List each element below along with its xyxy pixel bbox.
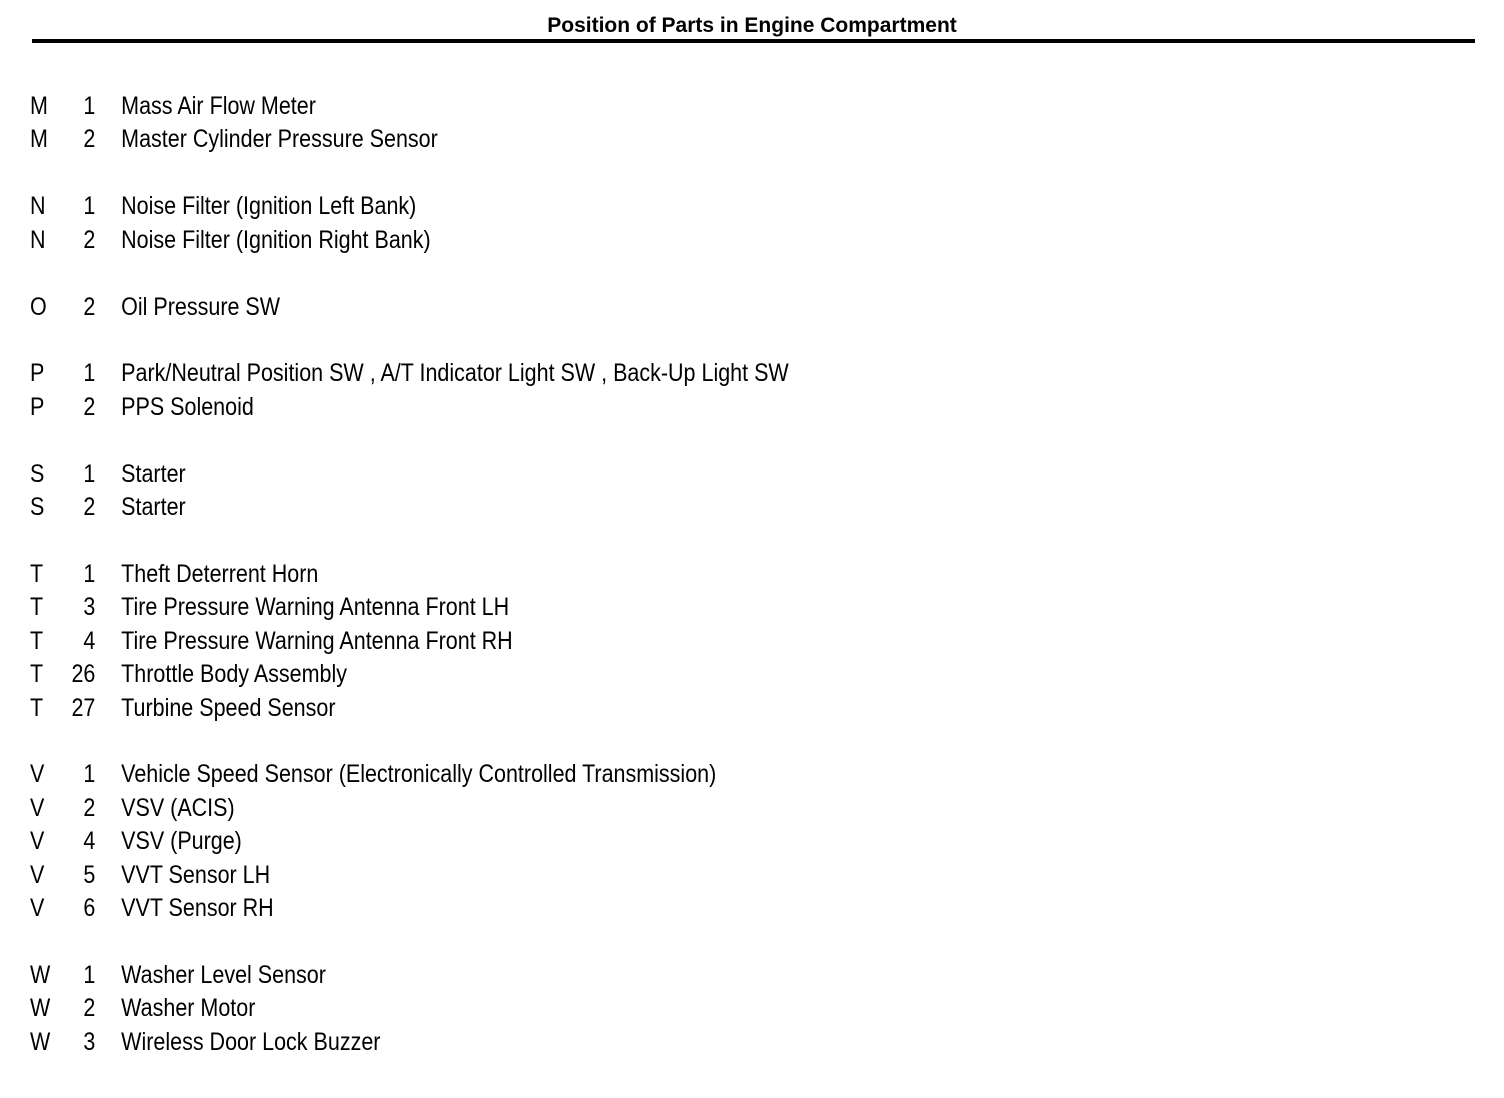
part-letter: V bbox=[30, 894, 45, 923]
part-number: 1 bbox=[83, 760, 96, 789]
part-name: Wireless Door Lock Buzzer bbox=[121, 1027, 381, 1056]
part-group bbox=[30, 458, 1230, 525]
part-row bbox=[30, 391, 1062, 424]
parts-list bbox=[30, 90, 1230, 1093]
part-name: Noise Filter (Ignition Left Bank) bbox=[121, 192, 417, 221]
part-letter: T bbox=[30, 626, 44, 655]
part-name: Master Cylinder Pressure Sensor bbox=[121, 125, 438, 154]
part-row bbox=[30, 458, 1062, 491]
part-number: 1 bbox=[83, 359, 96, 388]
part-name: Theft Deterrent Horn bbox=[121, 560, 319, 589]
part-letter: W bbox=[30, 960, 51, 989]
part-number: 2 bbox=[83, 292, 96, 321]
part-number: 1 bbox=[83, 92, 96, 120]
part-number: 4 bbox=[83, 626, 96, 655]
title-rule bbox=[32, 39, 1475, 43]
part-letter: T bbox=[30, 560, 44, 589]
part-row bbox=[30, 123, 1062, 156]
part-letter: N bbox=[30, 225, 46, 254]
part-letter: W bbox=[30, 1027, 51, 1056]
part-name: VSV (ACIS) bbox=[121, 793, 235, 822]
part-number: 5 bbox=[83, 860, 96, 889]
part-name: Tire Pressure Warning Antenna Front LH bbox=[121, 593, 510, 622]
part-row bbox=[30, 190, 1062, 223]
part-letter: M bbox=[30, 125, 48, 154]
part-name: Tire Pressure Warning Antenna Front RH bbox=[121, 626, 513, 655]
part-row bbox=[30, 959, 1062, 992]
part-name: Mass Air Flow Meter bbox=[121, 92, 316, 120]
part-number: 6 bbox=[83, 894, 96, 923]
part-row bbox=[30, 224, 1062, 257]
part-number: 27 bbox=[71, 693, 96, 722]
part-letter: S bbox=[30, 459, 45, 488]
part-number: 1 bbox=[83, 560, 96, 589]
part-name: VVT Sensor RH bbox=[121, 894, 274, 923]
part-letter: T bbox=[30, 593, 44, 622]
part-name: Noise Filter (Ignition Right Bank) bbox=[121, 225, 431, 254]
part-letter: T bbox=[30, 693, 44, 722]
part-group bbox=[30, 758, 1230, 925]
part-letter: O bbox=[30, 292, 47, 321]
part-row bbox=[30, 357, 1062, 390]
part-row bbox=[30, 291, 1062, 324]
part-group bbox=[30, 558, 1230, 725]
part-row bbox=[30, 625, 1062, 658]
part-letter: T bbox=[30, 660, 44, 689]
part-letter: N bbox=[30, 192, 46, 221]
part-number: 4 bbox=[83, 827, 96, 856]
part-number: 2 bbox=[83, 225, 96, 254]
part-number: 1 bbox=[83, 960, 96, 989]
part-name: Washer Level Sensor bbox=[121, 960, 326, 989]
part-row bbox=[30, 758, 1062, 791]
part-name: Washer Motor bbox=[121, 994, 256, 1023]
part-letter: P bbox=[30, 359, 45, 388]
part-row bbox=[30, 558, 1062, 591]
part-letter: P bbox=[30, 392, 45, 421]
part-name: Oil Pressure SW bbox=[121, 292, 281, 321]
part-row bbox=[30, 491, 1062, 524]
part-letter: V bbox=[30, 760, 45, 789]
part-row bbox=[30, 825, 1062, 858]
part-letter: V bbox=[30, 827, 45, 856]
part-number: 2 bbox=[83, 125, 96, 154]
part-row bbox=[30, 892, 1062, 925]
part-name: PPS Solenoid bbox=[121, 392, 254, 421]
part-number: 2 bbox=[83, 994, 96, 1023]
part-letter: V bbox=[30, 860, 45, 889]
page-title: Position of Parts in Engine Compartment bbox=[547, 14, 957, 37]
part-number: 1 bbox=[83, 459, 96, 488]
part-name: Throttle Body Assembly bbox=[121, 660, 348, 689]
part-row bbox=[30, 90, 1062, 123]
part-name: Starter bbox=[121, 459, 186, 488]
part-letter: S bbox=[30, 493, 45, 522]
part-name: Turbine Speed Sensor bbox=[121, 693, 336, 722]
part-row bbox=[30, 859, 1062, 892]
part-group bbox=[30, 90, 1230, 157]
part-number: 3 bbox=[83, 1027, 96, 1056]
part-name: VSV (Purge) bbox=[121, 827, 242, 856]
part-number: 2 bbox=[83, 493, 96, 522]
part-letter: V bbox=[30, 793, 45, 822]
part-name: VVT Sensor LH bbox=[121, 860, 271, 889]
part-number: 3 bbox=[83, 593, 96, 622]
part-number: 26 bbox=[71, 660, 96, 689]
part-name: Park/Neutral Position SW , A/T Indicator Light SW , Back-Up Light SW bbox=[121, 359, 789, 388]
part-number: 2 bbox=[83, 392, 96, 421]
part-letter: W bbox=[30, 994, 51, 1023]
part-group bbox=[30, 357, 1230, 424]
part-name: Vehicle Speed Sensor (Electronically Controlled Transmission) bbox=[121, 760, 717, 789]
part-row bbox=[30, 658, 1062, 691]
part-group bbox=[30, 190, 1230, 257]
part-group bbox=[30, 291, 1230, 324]
part-number: 1 bbox=[83, 192, 96, 221]
part-row bbox=[30, 591, 1062, 624]
part-number: 2 bbox=[83, 793, 96, 822]
part-row bbox=[30, 792, 1062, 825]
part-name: Starter bbox=[121, 493, 186, 522]
part-letter: M bbox=[30, 92, 48, 120]
part-group bbox=[30, 959, 1230, 1059]
part-row bbox=[30, 1026, 1062, 1059]
part-row bbox=[30, 692, 1062, 725]
part-row bbox=[30, 992, 1062, 1025]
